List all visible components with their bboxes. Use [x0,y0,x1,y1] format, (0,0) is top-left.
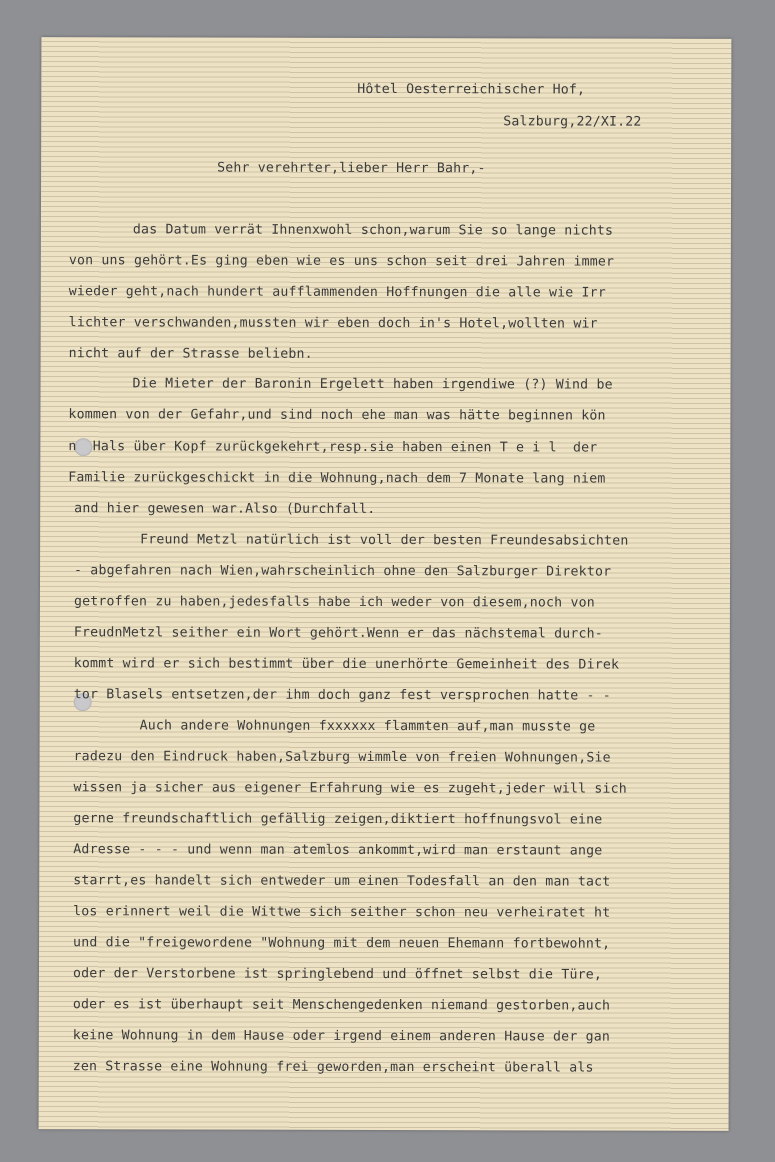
body-line: starrt,es handelt sich entweder um einen Todesfall an den man tact [73,873,611,890]
body-line: und die "freigewordene "Wohnung mit dem neuen Ehemann fortbewohnt, [73,935,611,952]
body-line: wissen ja sicher aus eigener Erfahrung wie es zugeht,jeder will sich [73,780,627,797]
body-line: tor Blasels entsetzen,der ihm doch ganz fest versprochen hatte - - [73,687,611,704]
body-line: oder es ist überhaupt seit Menschengedenken niemand gestorben,auch [72,997,611,1014]
body-line: zen Strasse eine Wohnung frei geworden,man erscheint überall als [72,1059,594,1076]
body-line: n Hals über Kopf zurückgekehrt,resp.sie haben einen T e i l der [68,439,598,456]
letter-header-hotel: Hôtel Oesterreichischer Hof, [357,81,586,98]
body-line: lichter verschwanden,mussten wir eben doch in's Hotel,wollten wir [68,315,598,332]
body-line: kommen von der Gefahr,und sind noch ehe man was hätte beginnen kön [68,407,606,424]
body-line: Familie zurückgeschickt in die Wohnung,nach dem 7 Monate lang niem [68,470,606,487]
body-line: and hier gewesen war.Also (Durchfall. [74,501,376,517]
body-line: das Datum verrät Ihnenxwohl schon,warum Sie so lange nichts [132,222,614,239]
body-line: oder der Verstorbene ist springlebend und öffnet selbst die Türe, [72,966,603,983]
body-line: nicht auf der Strasse beliebn. [68,346,313,362]
body-line: los erinnert weil die Wittwe sich seither schon neu verheiratet ht [73,904,611,921]
body-line: Freund Metzl natürlich ist voll der besten Freundesabsichten [140,532,629,549]
body-line: getroffen zu haben,jedesfalls habe ich weder von diesem,noch von [73,594,595,611]
body-line: Adresse - - - und wenn man atemlos ankommt,wird man erstaunt ange [73,842,603,859]
letter-header-place-date: Salzburg,22/XI.22 [503,114,642,130]
body-line: keine Wohnung in dem Hause oder irgend einem anderen Hause der gan [72,1028,611,1045]
body-line: gerne freundschaftlich gefällig zeigen,diktiert hoffnungsvol eine [73,811,603,828]
body-line: von uns gehört.Es ging eben wie es uns schon seit drei Jahren immer [68,253,615,270]
body-line: Auch andere Wohnungen fxxxxxx flammten auf,man musste ge [139,718,596,735]
letter-salutation: Sehr verehrter,lieber Herr Bahr,- [217,160,486,177]
body-line: kommt wird er sich bestimmt über die unerhörte Gemeinheit des Direk [73,656,620,673]
body-line: Die Mieter der Baronin Ergelett haben irgendiwe (?) Wind be [132,376,613,393]
body-line: FreudnMetzl seither ein Wort gehört.Wenn er das nächstemal durch- [73,625,603,642]
letter-page [39,37,732,1131]
body-line: wieder geht,nach hundert aufflammenden Hoffnungen die alle wie Irr [68,284,607,301]
body-line: radezu den Eindruck haben,Salzburg wimmle von freien Wohnungen,Sie [73,749,611,766]
body-line: - abgefahren nach Wien,wahrscheinlich ohne den Salzburger Direktor [74,563,612,580]
